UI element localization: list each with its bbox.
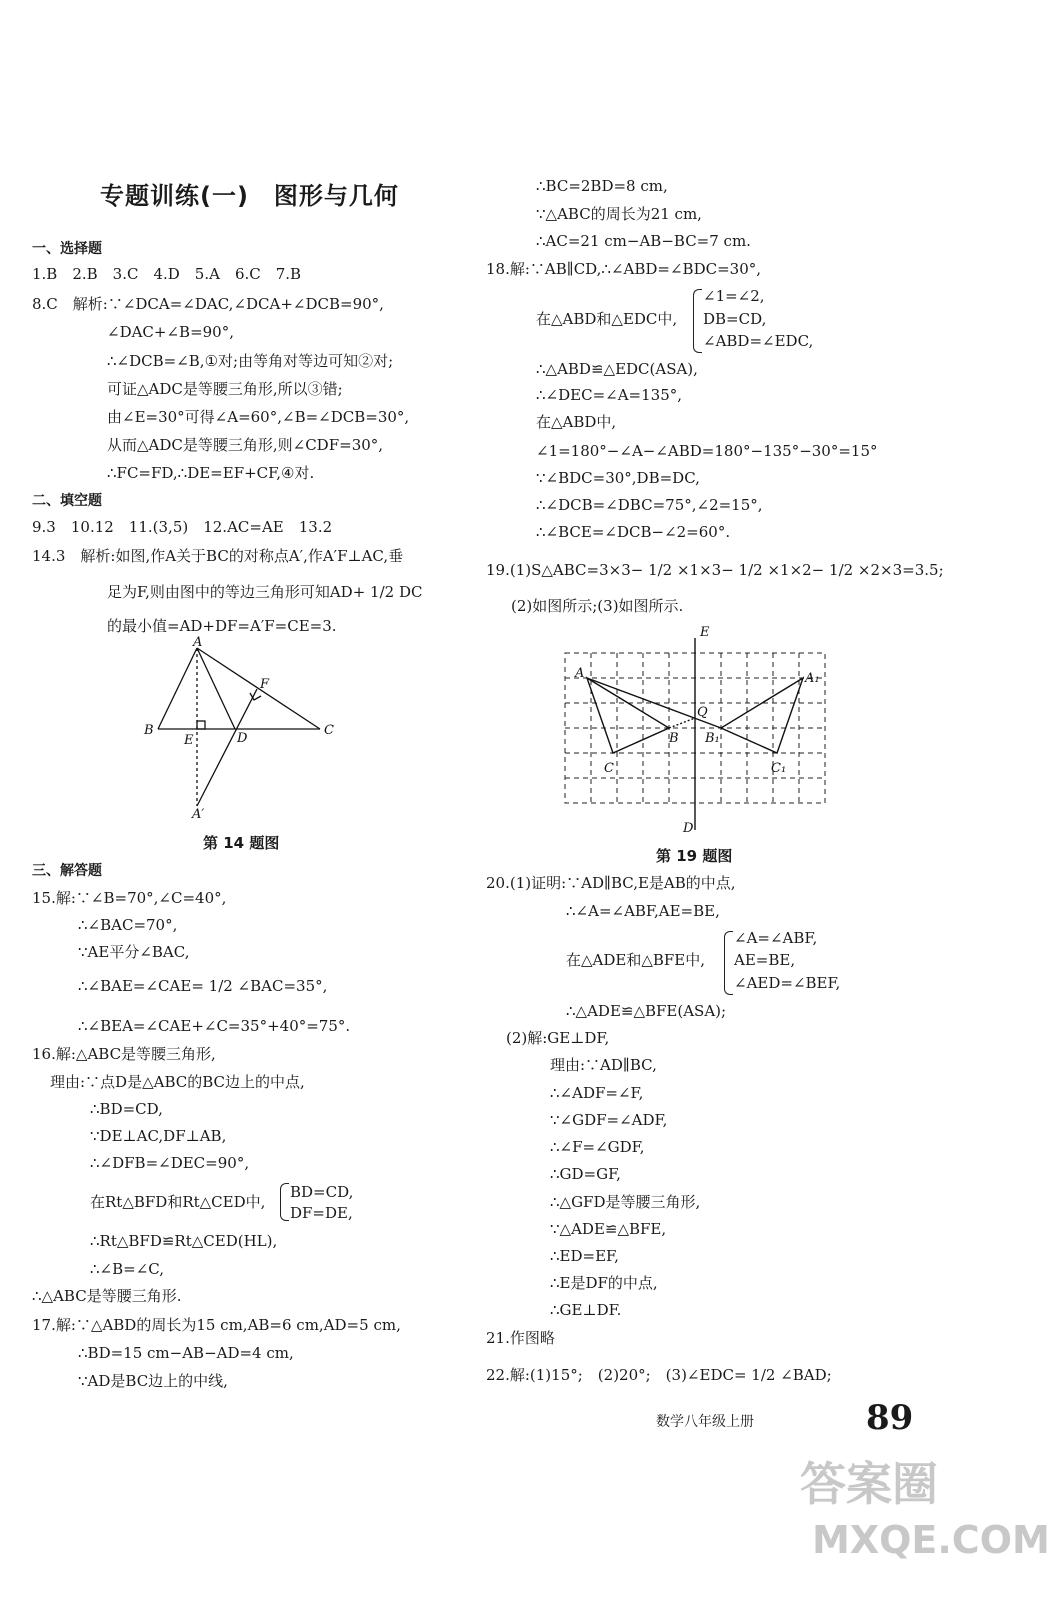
- answer-line: ∵DE⊥AC,DF⊥AB,: [90, 1127, 227, 1145]
- answer-line: 9.3 10.12 11.(3,5) 12.AC=AE 13.2: [32, 518, 333, 536]
- label-b: B: [669, 731, 679, 746]
- answer-line: 22.解:(1)15°; (2)20°; (3)∠EDC= 1/2 ∠BAD;: [486, 1366, 832, 1384]
- answer-line: ∵∠GDF=∠ADF,: [550, 1111, 668, 1129]
- answer-line: ∴GD=GF,: [550, 1165, 621, 1183]
- answer-line: ∴△GFD是等腰三角形,: [550, 1193, 701, 1211]
- answer-line: 在Rt△BFD和Rt△CED中,: [90, 1193, 266, 1211]
- label-c: C: [604, 761, 614, 776]
- answer-line: 从而△ADC是等腰三角形,则∠CDF=30°,: [107, 436, 384, 454]
- answer-line: ∴∠DEC=∠A=135°,: [536, 386, 683, 404]
- label-e: E: [184, 733, 194, 748]
- answer-line: ∴AC=21 cm−AB−BC=7 cm.: [536, 232, 751, 250]
- label-b1: B₁: [705, 731, 720, 746]
- answer-line: ∵△ABC的周长为21 cm,: [536, 205, 702, 223]
- triangle-abc: [587, 678, 669, 753]
- label-axis-e: E: [700, 625, 710, 640]
- answer-line: ∴BC=2BD=8 cm,: [536, 177, 668, 195]
- answer-line: 由∠E=30°可得∠A=60°,∠B=∠DCB=30°,: [107, 408, 410, 426]
- answer-line: ∴∠BCE=∠DCB−∠2=60°.: [536, 523, 731, 541]
- figure-14-caption: 第 14 题图: [203, 834, 280, 852]
- answer-line: 18.解:∵AB∥CD,∴∠ABD=∠BDC=30°,: [486, 260, 762, 278]
- section-choice: 一、选择题: [32, 241, 102, 257]
- answer-line: ∠DAC+∠B=90°,: [107, 323, 234, 341]
- answer-line: ∵∠BDC=30°,DB=DC,: [536, 469, 700, 487]
- label-c1: C₁: [771, 761, 787, 776]
- section-fill: 二、填空题: [32, 493, 102, 509]
- label-a: A: [193, 635, 203, 650]
- answer-line: ∠AED=∠BEF,: [734, 974, 841, 992]
- answer-line: ∠1=180°−∠A−∠ABD=180°−135°−30°=15°: [536, 442, 878, 460]
- brace-20: [724, 931, 733, 995]
- footer-book-title: 数学八年级上册: [656, 1414, 754, 1430]
- line-bq-dashed: [669, 718, 695, 728]
- answer-line: ∵△ADE≌△BFE,: [550, 1220, 667, 1238]
- answer-line: 在△ADE和△BFE中,: [566, 951, 706, 969]
- watermark-logo: 答案圈: [800, 1457, 938, 1511]
- answer-line: ∴FC=FD,∴DE=EF+CF,④对.: [107, 464, 315, 482]
- label-c: C: [324, 723, 334, 738]
- answer-line: ∵AD是BC边上的中线,: [78, 1372, 228, 1390]
- answer-line: 8.C 解析:∵∠DCA=∠DAC,∠DCA+∠DCB=90°,: [32, 295, 384, 313]
- answer-line: 19.(1)S△ABC=3×3− 1/2 ×1×3− 1/2 ×1×2− 1/2 ×2×3=3.5;: [486, 561, 944, 579]
- answer-line: 14.3 解析:如图,作A关于BC的对称点A′,作A′F⊥AC,垂: [32, 547, 404, 565]
- answer-line: ∴E是DF的中点,: [550, 1274, 658, 1292]
- answer-line: ∴BD=CD,: [90, 1100, 163, 1118]
- answer-line: ∴△ABD≌△EDC(ASA),: [536, 360, 698, 378]
- label-a1: A₁: [805, 671, 820, 686]
- answer-line: 理由:∵点D是△ABC的BC边上的中点,: [50, 1073, 305, 1091]
- answer-line: 16.解:△ABC是等腰三角形,: [32, 1045, 216, 1063]
- answer-line: ∴∠BEA=∠CAE+∠C=35°+40°=75°.: [78, 1017, 351, 1035]
- answer-line: ∵AE平分∠BAC,: [78, 943, 190, 961]
- answer-line: BD=CD,: [290, 1183, 354, 1201]
- answer-line: AE=BE,: [734, 951, 796, 969]
- label-f: F: [260, 677, 270, 692]
- seg-ab: [158, 648, 197, 729]
- label-b: B: [144, 723, 154, 738]
- seg-a1f: [197, 689, 257, 806]
- section-answer: 三、解答题: [32, 863, 102, 879]
- label-a-prime: A′: [192, 807, 205, 822]
- answer-line: 可证△ADC是等腰三角形,所以③错;: [107, 380, 343, 398]
- answer-line: ∴GE⊥DF.: [550, 1301, 622, 1319]
- label-d: D: [237, 731, 248, 746]
- triangle-a1b1c1: [721, 678, 803, 753]
- answer-line: 足为F,则由图中的等边三角形可知AD+ 1/2 DC: [107, 583, 423, 601]
- answer-line: ∴ED=EF,: [550, 1247, 619, 1265]
- answer-line: ∠A=∠ABF,: [734, 929, 818, 947]
- answer-line: ∴∠B=∠C,: [90, 1260, 164, 1278]
- answer-line: ∴∠F=∠GDF,: [550, 1138, 645, 1156]
- page-number: 89: [866, 1398, 914, 1438]
- answer-line: ∴∠A=∠ABF,AE=BE,: [566, 902, 720, 920]
- answer-line: (2)解:GE⊥DF,: [506, 1029, 610, 1047]
- label-a: A: [575, 666, 585, 681]
- answer-line: 理由:∵AD∥BC,: [550, 1056, 657, 1074]
- answer-line: 17.解:∵△ABD的周长为15 cm,AB=6 cm,AD=5 cm,: [32, 1316, 401, 1334]
- answer-line: ∴∠BAE=∠CAE= 1/2 ∠BAC=35°,: [78, 977, 328, 995]
- answer-line: ∠ABD=∠EDC,: [703, 332, 814, 350]
- figure-19: [550, 620, 840, 838]
- answer-line: 15.解:∵∠B=70°,∠C=40°,: [32, 889, 227, 907]
- label-q: Q: [697, 705, 708, 720]
- watermark-url: MXQE.COM: [812, 1518, 1050, 1562]
- right-angle-e: [197, 721, 205, 729]
- answer-line: ∴△ADE≌△BFE(ASA);: [566, 1002, 727, 1020]
- answer-line: DF=DE,: [290, 1204, 353, 1222]
- figure-14: [130, 635, 350, 822]
- answer-line: ∴BD=15 cm−AB−AD=4 cm,: [78, 1344, 294, 1362]
- answer-line: (2)如图所示;(3)如图所示.: [511, 597, 684, 615]
- answer-line: ∴∠DCB=∠DBC=75°,∠2=15°,: [536, 496, 763, 514]
- answer-line: 在△ABD中,: [536, 413, 617, 431]
- answer-line: ∴Rt△BFD≌Rt△CED(HL),: [90, 1232, 278, 1250]
- answer-line: ∴∠DCB=∠B,①对;由等角对等边可知②对;: [107, 352, 394, 370]
- answer-line: 1.B 2.B 3.C 4.D 5.A 6.C 7.B: [32, 265, 302, 283]
- answer-line: 21.作图略: [486, 1329, 555, 1347]
- answer-line: ∴△ABC是等腰三角形.: [32, 1287, 182, 1305]
- answer-line: 20.(1)证明:∵AD∥BC,E是AB的中点,: [486, 874, 736, 892]
- answer-line: ∴∠DFB=∠DEC=90°,: [90, 1154, 250, 1172]
- answer-line: 在△ABD和△EDC中,: [536, 310, 678, 328]
- answer-line: DB=CD,: [703, 310, 767, 328]
- answer-line: ∴∠ADF=∠F,: [550, 1084, 644, 1102]
- brace-16: [280, 1183, 289, 1221]
- answer-line: ∴∠BAC=70°,: [78, 916, 178, 934]
- page-title: 专题训练(一) 图形与几何: [100, 182, 399, 210]
- brace-18: [693, 289, 702, 353]
- label-axis-d: D: [683, 821, 694, 836]
- figure-19-caption: 第 19 题图: [656, 847, 733, 865]
- answer-line: ∠1=∠2,: [703, 287, 765, 305]
- answer-line: 的最小值=AD+DF=A′F=CE=3.: [107, 617, 337, 635]
